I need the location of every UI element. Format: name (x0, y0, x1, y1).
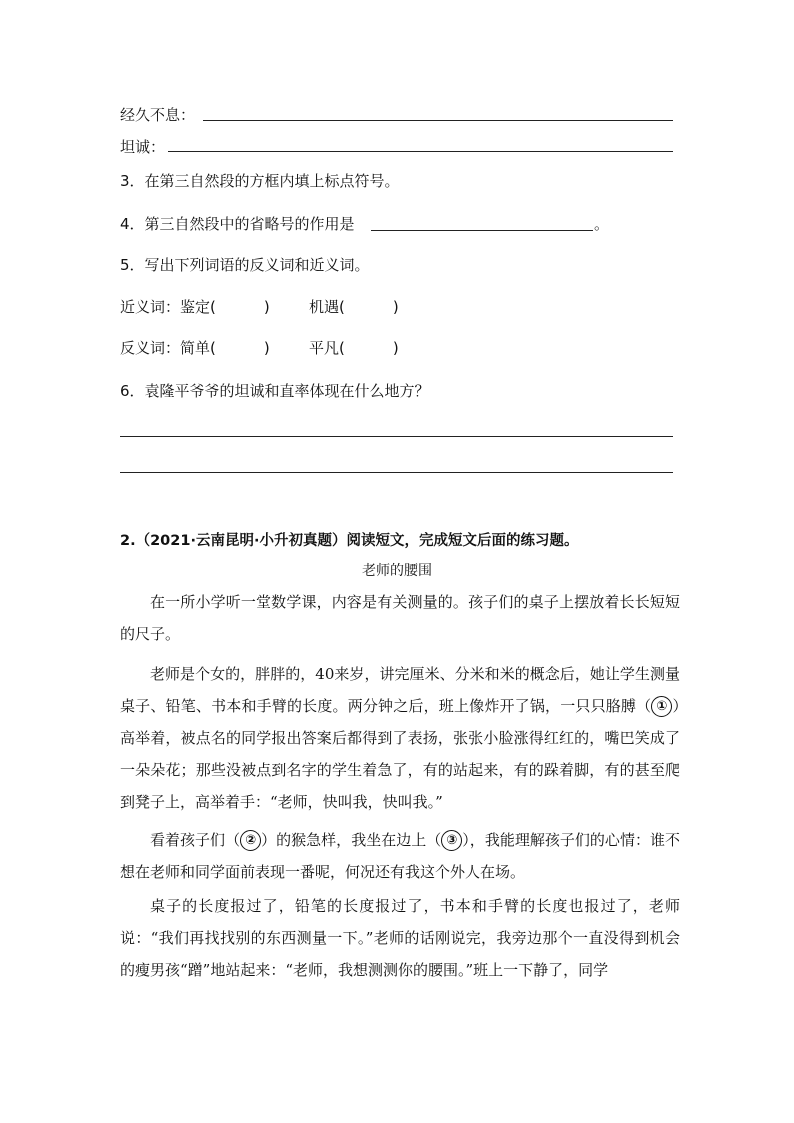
term-jingjiubuxi-label: 经久不息： (120, 106, 196, 124)
antonym-paren-close-1: ) (263, 339, 270, 357)
antonym-paren-close-2: ) (392, 339, 399, 357)
passage-paragraph-1: 在一所小学听一堂数学课，内容是有关测量的。孩子们的桌子上摆放着长长短短的尺子。 (120, 593, 680, 643)
question-3: 3．在第三自然段的方框内填上标点符号。 (120, 172, 400, 190)
antonym-row (120, 337, 270, 358)
section-2-heading: 2.（2021·云南昆明·小升初真题）阅读短文，完成短文后面的练习题。 (120, 533, 579, 549)
paragraph-2-part-b: ）高举着，被点名的同学报出答案后都得到了表扬，张张小脸涨得红红的，嘴巴笑成了一朵朵花；那些没被点到名字的学生着急了，有的站起来，有的跺着脚，有的甚至爬到凳子上，高举着手：“老师，快叫我，快叫我。” (120, 697, 680, 811)
passage-paragraph-4: 桌子的长度报过了，铅笔的长度报过了，书本和手臂的长度也报过了，老师说：“我们再找找别的东西测量一下。”老师的话刚说完，我旁边那个一直没得到机会的瘦男孩“蹭”地站起来：“老师，我想测测你的腰围。”班上一下静了，同学 (120, 897, 680, 979)
antonym-label-pingfan: 平凡( (309, 339, 345, 357)
question-6: 6．袁隆平爷爷的坦诚和直率体现在什么地方？ (120, 382, 430, 400)
question-4-answer-line[interactable] (371, 230, 593, 231)
blank-marker-2[interactable]: ② (240, 830, 261, 851)
synonym-row (120, 296, 270, 317)
passage-paragraph-2 (120, 658, 680, 818)
term-jingjiubuxi-answer-line[interactable] (203, 120, 673, 121)
term-tancheng-answer-line[interactable] (168, 151, 673, 152)
paragraph-2-part-a: 老师是个女的，胖胖的，40来岁，讲完厘米、分米和米的概念后，她让学生测量桌子、铅笔、书本和手臂的长度。两分钟之后，班上像炸开了锅，一只只胳膊（ (120, 665, 680, 715)
passage-paragraph-3 (120, 824, 680, 888)
question-6-answer-line-1[interactable] (120, 436, 673, 437)
paragraph-3-part-b: ）的猴急样，我坐在边上（ (261, 831, 442, 849)
synonym-row-2 (309, 296, 399, 317)
paragraph-3-part-c: ），我能理解孩子们的心情：谁不想在老师和同学面前表现一番呢，何况还有我这个外人在场。 (120, 831, 680, 881)
antonym-row-2 (309, 337, 399, 358)
paragraph-3-part-a: 看着孩子们（ (150, 831, 241, 849)
question-4-text: 4．第三自然段中的省略号的作用是 (120, 215, 355, 233)
synonym-paren-close-1: ) (263, 298, 270, 316)
term-tancheng-label: 坦诚： (120, 138, 166, 156)
antonym-label-jiandan: 反义词：简单( (120, 339, 216, 357)
blank-marker-3[interactable]: ③ (441, 830, 462, 851)
passage-title: 老师的腰围 (362, 563, 432, 579)
synonym-paren-close-2: ) (392, 298, 399, 316)
question-5: 5．写出下列词语的反义词和近义词。 (120, 256, 370, 274)
question-4-period: 。 (594, 215, 610, 233)
question-6-answer-line-2[interactable] (120, 472, 673, 473)
blank-marker-1[interactable]: ① (651, 696, 672, 717)
synonym-label-jianding: 近义词：鉴定( (120, 298, 216, 316)
synonym-label-jiyu: 机遇( (309, 298, 345, 316)
